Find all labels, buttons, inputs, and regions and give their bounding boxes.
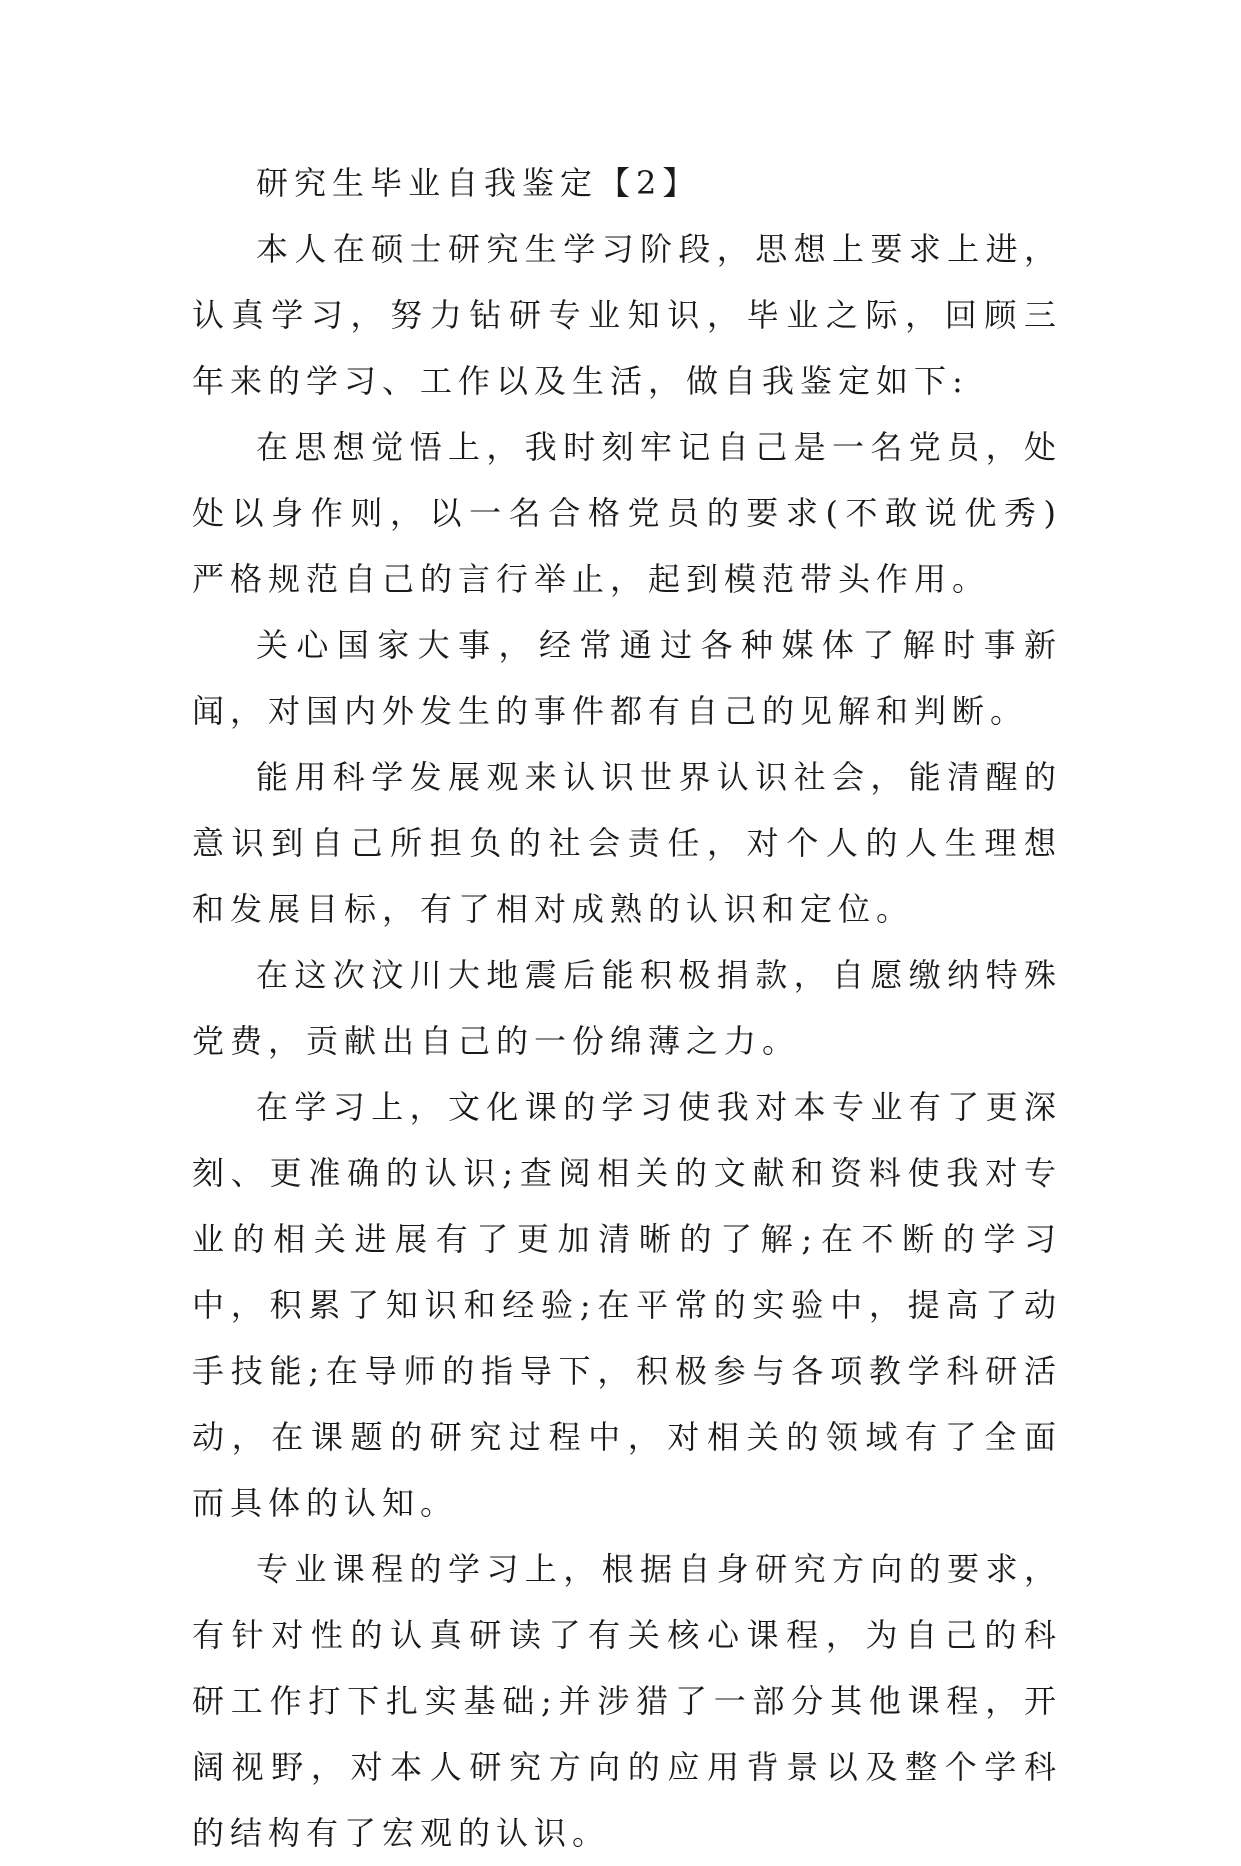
- paragraph-courses: 专业课程的学习上，根据自身研究方向的要求，有针对性的认真研读了有关核心课程，为自己的科研工作打下扎实基础;并涉猎了一部分其他课程，开阔视野，对本人研究方向的应用背景以及整个学科的结构有了宏观的认识。: [192, 1550, 1062, 1852]
- document-body: [192, 150, 1062, 1866]
- paragraph-worldview: 能用科学发展观来认识世界认识社会，能清醒的意识到自己所担负的社会责任，对个人的人生理想和发展目标，有了相对成熟的认识和定位。: [192, 758, 1062, 928]
- paragraph-intro: 本人在硕士研究生学习阶段，思想上要求上进，认真学习，努力钻研专业知识，毕业之际，回顾三年来的学习、工作以及生活，做自我鉴定如下:: [192, 230, 1062, 400]
- paragraph-earthquake-donation: 在这次汶川大地震后能积极捐款，自愿缴纳特殊党费，贡献出自己的一份绵薄之力。: [192, 956, 1062, 1060]
- paragraph-current-affairs: 关心国家大事，经常通过各种媒体了解时事新闻，对国内外发生的事件都有自己的见解和判断。: [192, 626, 1062, 730]
- paragraph-ideology: 在思想觉悟上，我时刻牢记自己是一名党员，处处以身作则，以一名合格党员的要求(不敢说优秀)严格规范自己的言行举止，起到模范带头作用。: [192, 428, 1062, 598]
- paragraph-study: 在学习上，文化课的学习使我对本专业有了更深刻、更准确的认识;查阅相关的文献和资料使我对专业的相关进展有了更加清晰的了解;在不断的学习中，积累了知识和经验;在平常的实验中，提高了动手技能;在导师的指导下，积极参与各项教学科研活动，在课题的研究过程中，对相关的领域有了全面而具体的认知。: [192, 1088, 1062, 1522]
- document-title: 研究生毕业自我鉴定【2】: [256, 164, 701, 202]
